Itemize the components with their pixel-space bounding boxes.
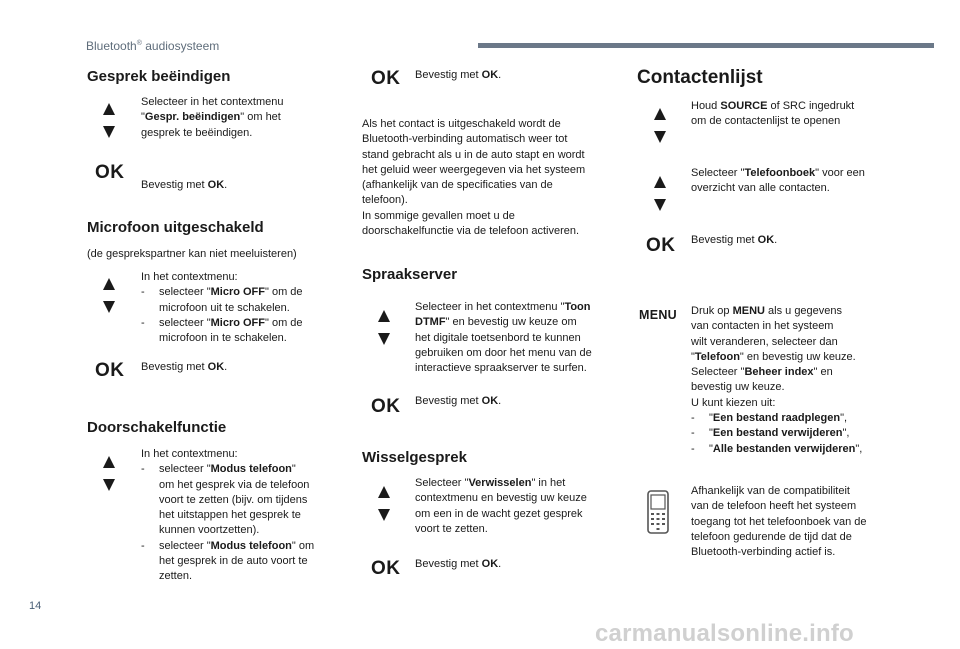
section-title-contacts: Contactenlijst: [637, 67, 763, 88]
confirm-ok-text: Bevestig met OK.: [415, 395, 502, 407]
ok-icon: OK: [371, 68, 401, 89]
transfer-instruction: In het contextmenu: - selecteer "Modus telefoon" om het gesprek via de telefoon voort te zetten (bijv. om tijdens het uitstappen het gesprek te kunnen voortzetten). - selecteer "Modus telefoon" om het gesprek in de auto voort te zetten.: [141, 448, 315, 583]
up-down-arrows-icon: [100, 103, 118, 138]
end-call-instruction: Selecteer in het contextmenu "Gespr. beëindigen" om het gesprek te beëindigen.: [141, 96, 284, 139]
section-title-mic-off: Microfoon uitgeschakeld: [87, 219, 264, 236]
page-number: 14: [29, 600, 42, 612]
up-down-arrows-icon: [100, 456, 118, 491]
running-header: Bluetooth® audiosysteem: [86, 39, 220, 53]
menu-instruction: Druk op MENU als u gegevens van contacten in het systeem wilt veranderen, selecteer dan "Telefoon" en bevestig uw keuze. Selecteer "Beheer index" en bevestig uw keuze. U kunt kiezen uit: - "Een bestand raadplegen", - "Een bestand verwijderen", - "Alle bestanden verwijderen",: [691, 305, 863, 455]
mic-off-note: (de gesprekspartner kan niet meeluisteren): [87, 248, 297, 260]
up-down-arrows-icon: [375, 486, 393, 521]
ok-icon: OK: [95, 162, 125, 183]
section-title-voice-server: Spraakserver: [362, 266, 458, 283]
watermark: carmanualsonline.info: [595, 620, 854, 647]
section-title-end-call: Gesprek beëindigen: [87, 68, 231, 85]
voice-server-instruction: Selecteer in het contextmenu "Toon DTMF" en bevestig uw keuze om het digitale toetsenbord te kunnen gebruiken om door het menu van de interactieve spraakserver te surfen.: [415, 301, 592, 375]
confirm-ok-text: Bevestig met OK.: [415, 558, 502, 570]
phonebook-instruction: Selecteer "Telefoonboek" voor een overzicht van alle contacten.: [691, 167, 865, 195]
up-down-arrows-icon: [100, 278, 118, 313]
mobile-phone-icon: [646, 490, 670, 534]
confirm-ok-text: Bevestig met OK.: [691, 234, 778, 246]
up-down-arrows-icon: [651, 176, 669, 211]
open-contacts-instruction: Houd SOURCE of SRC ingedrukt om de contactenlijst te openen: [691, 100, 855, 128]
up-down-arrows-icon: [375, 310, 393, 345]
confirm-ok-text: Bevestig met OK.: [141, 179, 228, 191]
section-title-call-waiting: Wisselgesprek: [362, 449, 467, 466]
ok-icon: OK: [95, 360, 125, 381]
menu-button-icon: MENU: [639, 308, 678, 322]
up-down-arrows-icon: [651, 108, 669, 143]
ok-icon: OK: [646, 235, 676, 256]
mic-off-instruction: In het contextmenu: - selecteer "Micro OFF" om de microfoon uit te schakelen. - selecteer "Micro OFF" om de microfoon in te schakelen.: [141, 271, 303, 345]
confirm-ok-text: Bevestig met OK.: [141, 361, 228, 373]
call-waiting-instruction: Selecteer "Verwisselen" in het contextmenu en bevestig uw keuze om een in de wacht gezet gesprek voort te zetten.: [415, 477, 587, 535]
auto-reconnect-paragraph: Als het contact is uitgeschakeld wordt de Bluetooth-verbinding automatisch weer tot stand gebracht als u in de auto stapt en wordt het geluid weer weergegeven via het systeem (afhankelijk van de specificaties van de telefoon). In sommige gevallen moet u de doorschakelfunctie via de telefoon activeren.: [362, 118, 586, 238]
header-bar: [478, 43, 934, 48]
ok-icon: OK: [371, 396, 401, 417]
confirm-ok-text: Bevestig met OK.: [415, 69, 502, 81]
section-title-transfer: Doorschakelfunctie: [87, 419, 227, 436]
ok-icon: OK: [371, 558, 401, 579]
compatibility-note: Afhankelijk van de compatibiliteit van de telefoon heeft het systeem toegang tot het telefoonboek van de telefoon gedurende de tijd dat de Bluetooth-verbinding actief is.: [691, 485, 867, 559]
